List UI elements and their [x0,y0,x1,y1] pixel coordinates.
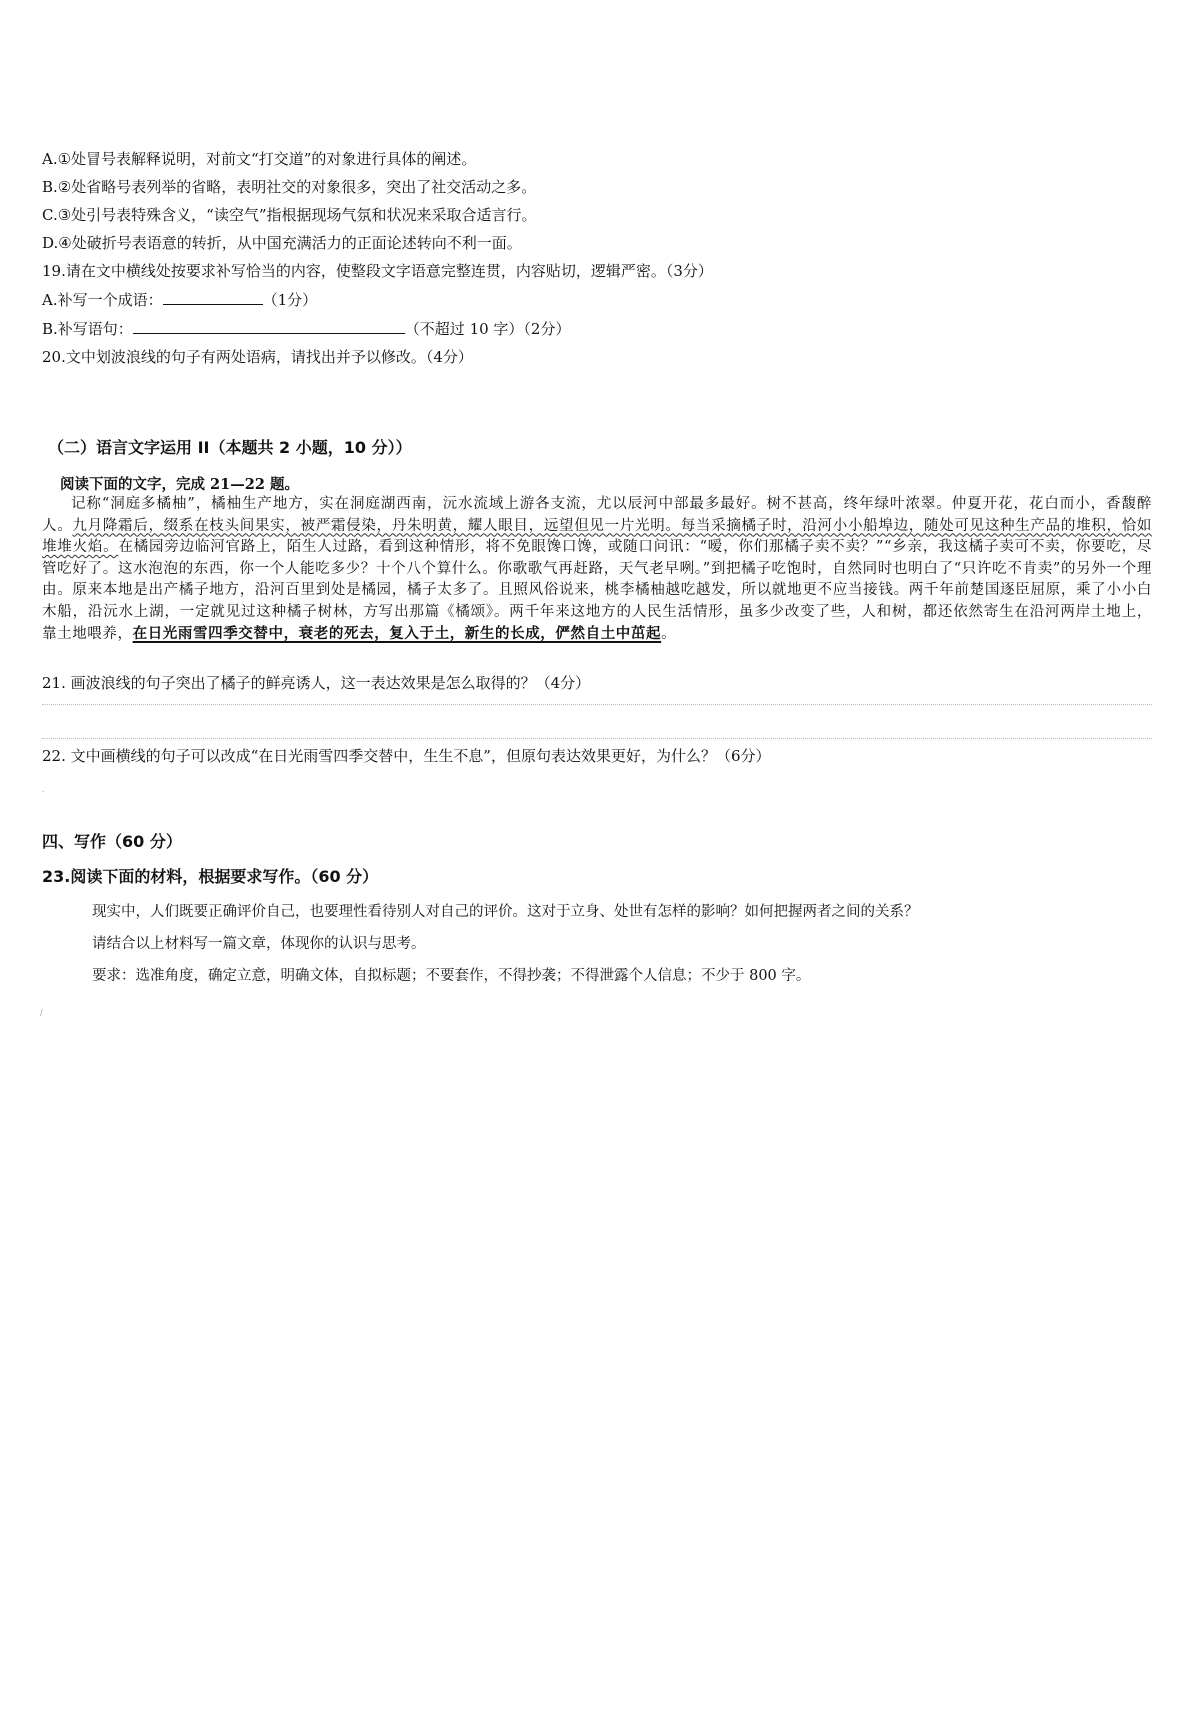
scan-mark: . [42,785,45,794]
question-23: 23.阅读下面的材料，根据要求写作。（60 分） [42,867,379,886]
underlined-sentence: 在日光雨雪四季交替中，衰老的死去，复入于土，新生的长成，俨然自土中茁起 [132,625,662,642]
q19a-label: A.补写一个成语： [42,291,163,309]
answer-line-21a[interactable] [42,704,1152,705]
essay-material: 现实中，人们既要正确评价自己，也要理性看待别人对自己的评价。这对于立身、处世有怎样的影响？如何把握两者之间的关系？ [92,904,919,920]
option-b: B.②处省略号表列举的省略，表明社交的对象很多，突出了社交活动之多。 [42,178,537,196]
q19b-score: （不超过 10 字）（2分） [404,320,571,338]
question-19a [42,288,317,311]
wavy-underlined-sentence: 九月降霜后，缀系在枝头间果实，被严霜侵染，丹朱明黄，耀人眼目，远望但见一片光明。每当采摘橘子时，沿河小小船埠边，随处可见这种生产品的堆积，恰如堆堆火焰。 [42,517,1153,555]
q19a-answer-blank[interactable] [163,288,263,305]
q19b-label: B.补写语句： [42,320,133,338]
question-21: 21. 画波浪线的句子突出了橘子的鲜亮诱人，这一表达效果是怎么取得的？（4分） [42,674,591,692]
reading-passage [42,494,1152,646]
section-4-title: 四、写作（60 分） [42,832,182,851]
question-20: 20.文中划波浪线的句子有两处语病，请找出并予以修改。（4分） [42,348,473,366]
essay-task: 请结合以上材料写一篇文章，体现你的认识与思考。 [92,936,426,952]
option-a: A.①处冒号表解释说明，对前文“打交道”的对象进行具体的阐述。 [42,150,477,168]
question-22: 22. 文中画横线的句子可以改成“在日光雨雪四季交替中，生生不息”，但原句表达效果更好，为什么？（6分） [42,747,771,765]
answer-line-21b[interactable] [42,738,1152,739]
passage-end: 。 [661,626,677,642]
option-c: C.③处引号表特殊含义，“读空气”指根据现场气氛和状况来采取合适言行。 [42,206,537,224]
passage-text-1: 记称“洞庭多橘柚”，橘柚生产地方，实在洞庭湖西南，沅水流域上游各支流，尤以辰河中部最多最好。树不甚高，终年绿叶浓翠。仲夏开花，花白而小，香馥醉人。 [42,496,1152,534]
scan-mark: / [40,1008,43,1017]
q19b-answer-blank[interactable] [133,317,405,334]
section-2-instruction: 阅读下面的文字，完成 21—22 题。 [60,476,299,493]
essay-requirements: 要求：选准角度，确定立意，明确文体，自拟标题；不要套作，不得抄袭；不得泄露个人信息；不少于 800 字。 [92,968,811,984]
question-19b [42,317,570,340]
section-2-title: （二）语言文字运用 II（本题共 2 小题，10 分）） [48,438,412,457]
passage-text-2: 在橘园旁边临河官路上，陌生人过路，看到这种情形，将不免眼馋口馋，或随口问讯：“嗳，你们那橘子卖不卖？”“乡亲，我这橘子卖可不卖，你要吃，尽管吃好了。这水泡泡的东西，你一个人能吃多少？十个八个算什么。你歌歌气再赶路，天气老早咧。”到把橘子吃饱时，自然同时也明白了“只许吃不肯卖”的另外一个理由。原来本地是出产橘子地方，沿河百里到处是橘园，橘子太多了。且照风俗说来，桃李橘柚越吃越发，所以就地更不应当接钱。两千年前楚国逐臣屈原，乘了小小白木船，沿沅水上湖，一定就见过这种橘子树林，方写出那篇《橘颂》。两千年来这地方的人民生活情形，虽多少改变了些，人和树，都还依然寄生在沿河两岸土地上，靠土地喂养， [42,539,1152,642]
option-d: D.④处破折号表语意的转折，从中国充满活力的正面论述转向不利一面。 [42,234,522,252]
question-19: 19.请在文中横线处按要求补写恰当的内容，使整段文字语意完整连贯，内容贴切，逻辑严密。（3分） [42,262,713,280]
q19a-score: （1分） [262,291,318,309]
passage-paragraph [42,494,1152,646]
